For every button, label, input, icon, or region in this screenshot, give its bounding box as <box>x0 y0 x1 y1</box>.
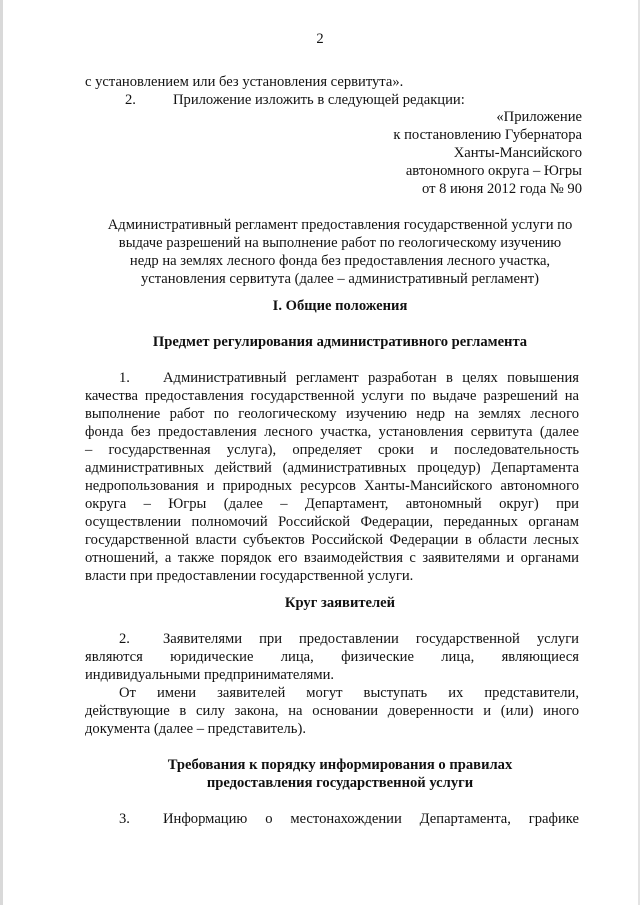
paragraph-line: административных действий (административных процедур) Департамента <box>85 460 579 476</box>
subject-heading: Предмет регулирования административного регламента <box>152 334 528 350</box>
paragraph-number: 2. <box>119 631 130 647</box>
page-number: 2 <box>316 31 324 47</box>
title-line: Административный регламент предоставления государственной услуги по <box>107 217 573 233</box>
paragraph-line: 1. Административный регламент разработан в целях повышения <box>119 370 579 386</box>
paragraph-line: документа (далее – представитель). <box>85 721 306 737</box>
paragraph-number: 1. <box>119 370 130 386</box>
scan-edge-left <box>0 0 3 905</box>
appendix-line: автономного округа – Югры <box>405 163 582 179</box>
paragraph-line: 2. Заявителями при предоставлении государственной услуги <box>119 631 579 647</box>
paragraph-line: индивидуальными предпринимателями. <box>85 667 335 683</box>
paragraph-line: недропользования и природных ресурсов Ханты-Мансийского автономного <box>85 478 579 494</box>
heading-line: предоставления государственной услуги <box>206 775 474 791</box>
appendix-line: Ханты-Мансийского <box>453 145 582 161</box>
continuation-line: с установлением или без установления сервитута». <box>85 74 404 90</box>
item-text: Приложение изложить в следующей редакции: <box>173 92 465 108</box>
paragraph-line: 3. Информацию о местонахождении Департамента, графике <box>119 811 579 827</box>
paragraph-line: действующие в силу закона, на основании доверенности и (или) иного <box>85 703 579 719</box>
applicants-heading: Круг заявителей <box>284 595 396 611</box>
appendix-line: «Приложение <box>496 109 582 125</box>
appendix-line: от 8 июня 2012 года № 90 <box>421 181 582 197</box>
paragraph-line: осуществлении полномочий Российской Федерации, переданных органам <box>85 514 579 530</box>
title-line: установления сервитута (далее – административный регламент) <box>140 271 540 287</box>
title-line: выдаче разрешений на выполнение работ по геологическому изучению <box>118 235 562 251</box>
section-heading: I. Общие положения <box>272 298 408 314</box>
paragraph-line: качества предоставления государственной услуги по выдаче разрешений на <box>85 388 579 404</box>
paragraph-line: власти при предоставлении государственной услуги. <box>85 568 414 584</box>
item-2-line <box>125 91 465 109</box>
paragraph-number: 3. <box>119 811 130 827</box>
title-line: недр на землях лесного фонда без предоставления лесного участка, <box>129 253 551 269</box>
appendix-line: к постановлению Губернатора <box>393 127 582 143</box>
paragraph-line: выполнение работ по геологическому изучению недр на землях лесного <box>85 406 579 422</box>
paragraph-line: отношений, а также порядок его взаимодействия с заявителями и органами <box>85 550 579 566</box>
heading-line: Требования к порядку информирования о правилах <box>167 757 513 773</box>
paragraph-line: фонда без предоставления лесного участка, установления сервитута (далее <box>85 424 579 440</box>
paragraph-line: – государственная услуга), определяет сроки и последовательность <box>85 442 579 458</box>
item-number: 2. <box>125 92 136 108</box>
paragraph-line: округа – Югры (далее – Департамент, автономный округ) при <box>85 496 579 512</box>
paragraph-line: От имени заявителей могут выступать их представители, <box>119 685 579 701</box>
paragraph-line: являются юридические лица, физические лица, являющиеся <box>85 649 579 665</box>
paragraph-line: государственной власти субъектов Российской Федерации в области лесных <box>85 532 579 548</box>
